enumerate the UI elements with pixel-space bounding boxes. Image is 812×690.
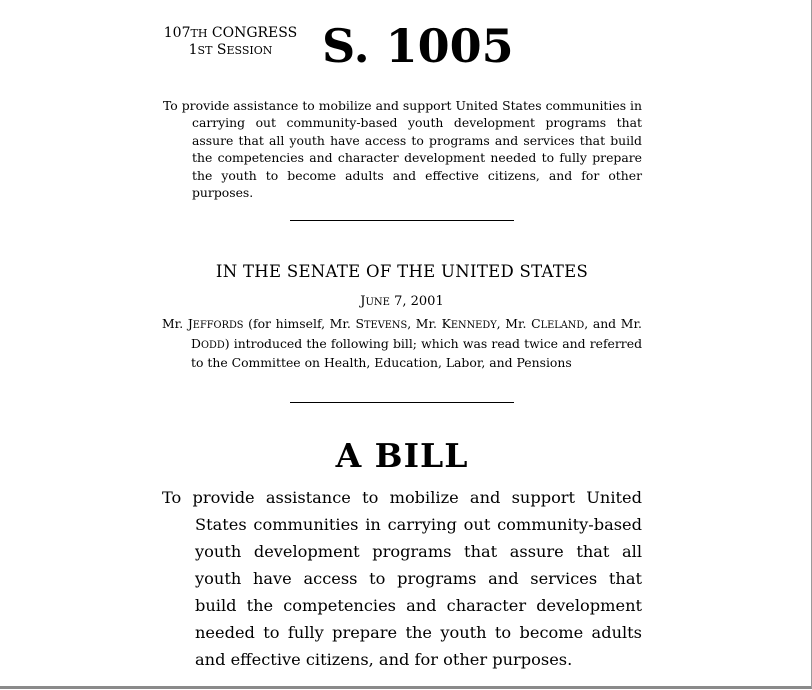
cosponsor-name-rest: LELAND [540,320,585,331]
session-line [158,42,303,59]
cosponsor-name-initial: K [441,316,451,331]
congress-suffix: TH [190,27,208,40]
horizontal-rule-top [290,220,514,221]
congress-session-block [158,25,303,59]
cosponsor-name-rest: ODD [200,339,225,351]
long-purpose-paragraph: To provide assistance to mobilize and support United States communities in carrying out community-based youth development programs that assure that all youth have access to programs and services that build the competencies and character development needed to fully prepare the youth to become adults and effective citizens, and for other purposes. [162,488,642,669]
cosponsor-name-initial: C [531,316,541,331]
cosponsor-name-rest: TEVENS [364,320,408,331]
intro-text: Mr. [162,316,188,331]
sponsor-name-initial: J [187,316,193,331]
intro-text: (for himself, Mr. [243,316,356,331]
date-day-year: 7, 2001 [394,294,444,309]
intro-text: , and Mr. [584,316,642,331]
bill-title: A BILL [335,436,469,475]
horizontal-rule-bottom [290,402,514,403]
chamber-heading: IN THE SENATE OF THE UNITED STATES [215,262,589,281]
intro-text: , Mr. [407,316,442,331]
session-number: 1 [188,42,198,58]
cosponsor-name-initial: D [191,335,201,351]
bill-number: S. 1005 [322,19,514,73]
session-label: SESSION [216,42,273,58]
congress-number: 107 [163,25,191,41]
sponsor-name-rest: EFFORDS [192,320,244,331]
introduction-paragraph [162,315,642,372]
intro-text: , Mr. [496,316,532,331]
short-purpose-paragraph: To provide assistance to mobilize and support United States communities in carrying out community-based youth development programs that assure that all youth have access to programs and services that build the competencies and character development needed to fully prepare the youth to become adults and effective citizens, and for other purposes. [163,98,642,201]
congress-label: CONGRESS [211,25,298,41]
date-month-initial: J [360,294,366,309]
intro-text: ) introduced the following bill; which was read twice and referred to the Committee on Health, Education, Labor, and Pensions [191,335,642,370]
date-month-rest: UNE [365,297,390,308]
introduction-date [162,294,642,309]
cosponsor-name-rest: ENNEDY [450,320,497,331]
cosponsor-name-initial: S [355,316,365,331]
session-suffix: ST [197,44,213,57]
congress-line [158,25,303,42]
